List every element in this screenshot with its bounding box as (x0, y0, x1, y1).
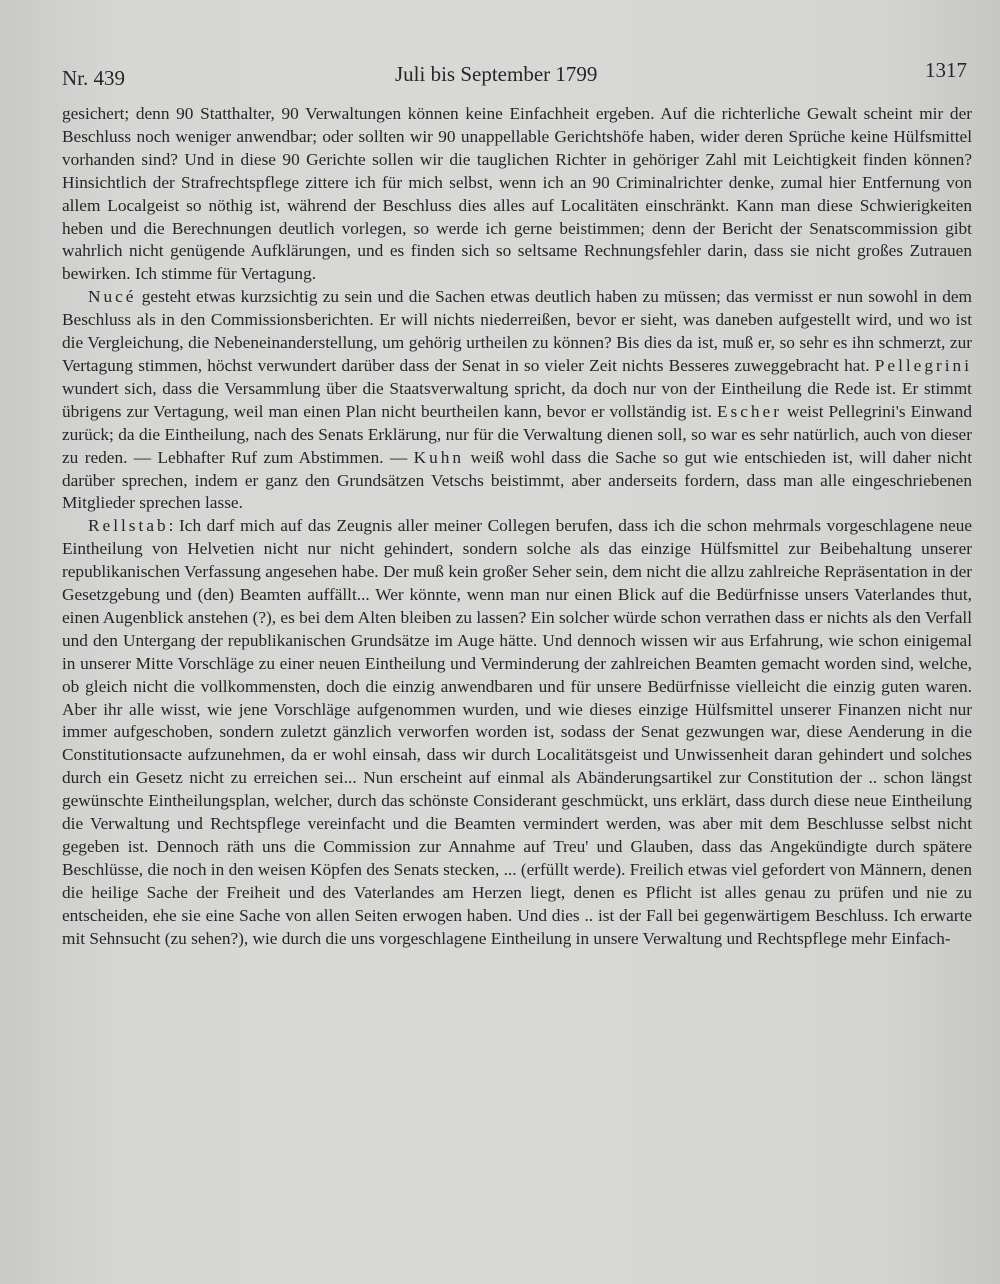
speaker-name-rellstab: Rellstab (88, 516, 169, 536)
paragraph-continuation: gesichert; denn 90 Statthalter, 90 Verwaltungen können keine Einfachheit ergeben. Auf die richterliche Gewalt scheint mir der Beschluss noch weniger anwendbar; oder sollten wir 90 unappellable Gerichtshöfe haben, wider deren Sprüche keine Hülfsmittel vorhanden sind? Und in diese 90 Gerichte sollen wir die tauglichen Richter in gehöriger Zahl mit Leichtigkeit finden können? Hinsichtlich der Strafrechtspflege zittere ich für mich selbst, wenn ich an 90 Criminalrichter denke, zumal hier Entfernung von allem Localgeist so nöthig ist, während der Beschluss dies alles auf Localitäten einschränkt. Kann man diese Schwierigkeiten heben und die Berechnungen deutlich vorlegen, so werde ich gerne beistimmen; denn der Bericht der Senatscommission gibt wahrlich nicht genügende Aufklärungen, und es finden sich so seltsame Rechnungsfehler darin, dass sie nicht großes Zutrauen bewirken. Ich stimme für Vertagung. (62, 104, 972, 284)
speaker-name-kuhn: Kuhn (413, 447, 465, 467)
speaker-name-pellegrini: Pellegrini (874, 355, 972, 375)
speech-text: wundert sich, dass die Versammlung über die Staatsverwaltung spricht, da doch nur von der Eintheilung die Rede ist. Er stimmt übrigens zur Vertagung, weil man einen Plan nicht beurtheilen kann, bevor er vollständig ist. (62, 378, 972, 421)
page-number: 1317 (925, 58, 967, 82)
paragraph-debate-votes (62, 286, 972, 515)
speech-text: gesteht etwas kurzsichtig zu sein und die Sachen etwas deutlich haben zu müssen; das vermisst er nun sowohl in dem Beschluss als in den Commissionsberichten. Er will nichts niederreißen, bevor er sieht, was daneben aufgestellt wird, und wo ist die Vergleichung, die Nebeneinanderstellung, um gehörig urtheilen zu können? Bis dies da ist, muß er, so sehr es ihn schmerzt, zur Vertagung stimmen, höchst verwundert darüber dass der Senat in so vieler Zeit nichts Besseres zuweggebracht hat. (62, 287, 972, 375)
date-range-title: Juli bis September 1799 (395, 62, 598, 86)
speech-text: weiß wohl dass die Sache so gut wie entschieden ist, will daher nicht darüber sprechen, indem er ganz den Grundsätzen Vetschs beistimmt, aber anderseits fordern, dass man alle eingeschriebenen Mitglieder sprechen lasse. (62, 447, 972, 513)
body-text (62, 103, 972, 951)
paragraph-rellstab-speech (62, 515, 972, 950)
speech-text: weist Pellegrini's Einwand zurück; da die Eintheilung, nach des Senats Erklärung, nur für die Verwaltung dienen soll, so war es sehr natürlich, auch von dieser zu reden. — Lebhafter Ruf zum Abstimmen. — (62, 401, 972, 467)
document-number: Nr. 439 (62, 66, 125, 90)
speaker-name-nuce: Nucé (88, 287, 137, 307)
running-header (62, 58, 967, 90)
speaker-name-escher: Escher (716, 401, 782, 421)
speech-text: : Ich darf mich auf das Zeugnis aller meiner Collegen berufen, dass ich die schon mehrmals vorgeschlagene neue Eintheilung von Helvetien nicht nur nicht gehindert, sondern solche als das einzige Hülfsmittel zur Beibehaltung unserer republikanischen Verfassung angesehen habe. Der muß kein großer Seher sein, dem nicht die allzu zahlreiche Repräsentation in der Gesetzgebung und (den) Beamten auffällt... Wer könnte, wenn man nur einen Blick auf die Bedürfnisse unsers Vaterlandes thut, einen Augenblick anstehen (?), es bei dem Alten bleiben zu lassen? Ein solcher würde schon verrathen dass er nichts als den Verfall und den Untergang der republikanischen Grundsätze im Auge hätte. Und dennoch wissen wir aus Erfahrung, wie schon einigemal in unserer Mitte Vorschläge zu einer neuen Eintheilung und Verminderung der zahlreichen Beamten gemacht worden sind, welche, ob gleich nicht die vollkommensten, doch die einzig anwendbaren und für unsere Bedürfnisse vielleicht die einzig guten waren. Aber ihr alle wisst, wie jene Vorschläge aufgenommen wurden, und wie dieses einzige Hülfsmittel unserer Finanzen nicht nur immer aufgeschoben, sondern zuletzt gänzlich verworfen worden ist, sodass der Senat gezwungen war, diese Aenderung in die Constitutionsacte aufzunehmen, da er wohl einsah, dass wir durch Localitätsgeist und Unwissenheit daran gehindert und solches durch ein Gesetz nicht zu erreichen sei... Nun erscheint auf einmal als Abänderungsartikel zur Constitution der .. schon längst gewünschte Eintheilungsplan, welcher, durch das schönste Considerant geschmückt, uns erklärt, dass durch diese neue Eintheilung die Verwaltung und Rechtspflege vereinfacht und die Beamten vermindert werden, was aber mit dem Beschlusse selbst nicht gegeben ist. Dennoch räth uns die Commission zur Annahme auf Treu' und Glauben, dass das Angekündigte durch spätere Beschlüsse, die noch in den weisen Köpfen des Senats stecken, ... (erfüllt werde). Freilich etwas viel gefordert von Männern, denen die heilige Sache der Freiheit und des Vaterlandes am Herzen liegt, denen es Pflicht ist alles genau zu prüfen und nie zu entscheiden, ehe sie eine Sache von allen Seiten erwogen haben. Und dies .. ist der Fall bei gegenwärtigem Beschluss. Ich erwarte mit Sehnsucht (zu sehen?), wie durch die uns vorgeschlagene Eintheilung in unsere Verwaltung und Rechtspflege mehr Einfach- (62, 516, 972, 948)
